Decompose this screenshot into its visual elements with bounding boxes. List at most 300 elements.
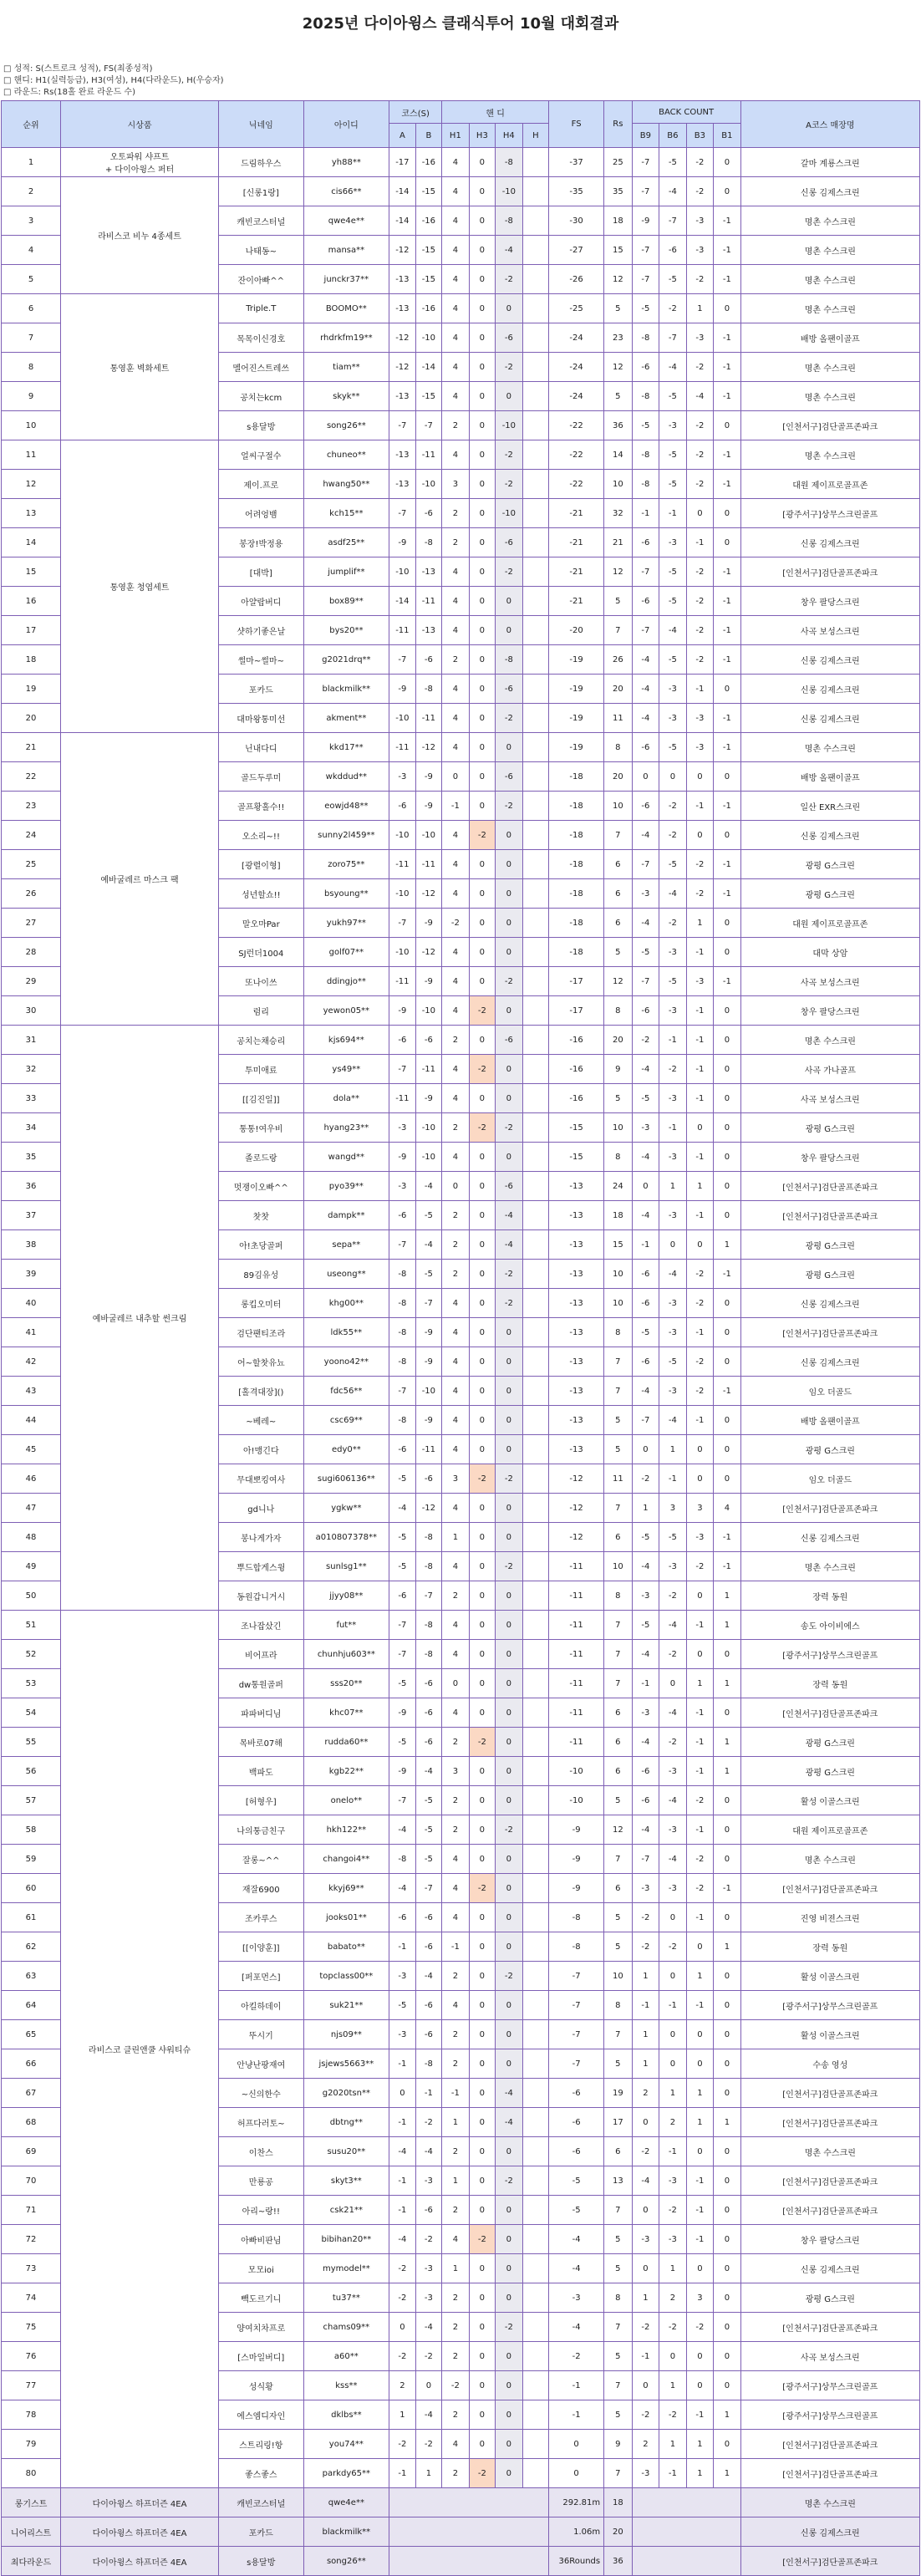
id-cell: jsjews5663** [303,2049,389,2079]
venue-cell: 사곡 보성스크린 [740,1084,919,1113]
h1-cell: 4 [442,557,470,587]
course-b-cell: -10 [415,323,442,353]
rs-cell: 10 [604,1962,633,1991]
rs-cell: 6 [604,1523,633,1552]
course-a-cell: -1 [389,2049,415,2079]
id-cell: a60** [303,2342,389,2371]
b1-cell: -1 [714,382,741,411]
h3-cell: 0 [469,1523,495,1552]
b9-cell: -3 [632,1581,659,1611]
fs-cell: -1 [549,2371,604,2400]
blank-cell [389,2517,549,2547]
header-h: H [522,124,548,148]
venue-cell: 광평 G스크린 [740,879,919,909]
course-a-cell: -7 [389,1611,415,1640]
b3-cell: -2 [686,879,714,909]
course-b-cell: -10 [415,1143,442,1172]
b9-cell: -9 [632,206,659,236]
h1-cell: 2 [442,2137,470,2166]
b6-cell: 0 [659,762,687,792]
course-b-cell: -13 [415,616,442,645]
course-a-cell: -6 [389,1026,415,1055]
h3-cell: 0 [469,733,495,762]
venue-cell: [광주서구]상무스크린골프 [740,1640,919,1669]
h4-cell: 0 [496,1728,523,1757]
h4-cell: 0 [496,2430,523,2459]
rs-cell: 7 [604,1347,633,1377]
rank-cell: 27 [2,909,61,938]
b1-cell: -1 [714,206,741,236]
b9-cell: -7 [632,148,659,177]
h4-cell: -2 [496,440,523,470]
b6-cell: -1 [659,1464,687,1494]
course-a-cell: -9 [389,1757,415,1786]
b9-cell: -4 [632,1640,659,1669]
course-b-cell: -5 [415,1786,442,1815]
h3-cell: 0 [469,148,495,177]
b6-cell: 1 [659,1172,687,1201]
b9-cell: 0 [632,1172,659,1201]
course-b-cell: -5 [415,1815,442,1845]
fs-cell: -17 [549,996,604,1026]
h-cell [522,1289,548,1318]
venue-cell: [인천서구]검단골프존파크 [740,1698,919,1728]
b6-cell: 0 [659,1669,687,1698]
venue-cell: [인천서구]검단골프존파크 [740,2079,919,2108]
nickname-cell: 닌내다디 [219,733,304,762]
course-a-cell: -5 [389,1669,415,1698]
course-a-cell: -3 [389,762,415,792]
h-cell [522,645,548,675]
course-b-cell: -7 [415,1581,442,1611]
fs-cell: 0 [549,2459,604,2488]
id-cell: wkddud** [303,762,389,792]
fs-cell: -21 [549,499,604,528]
course-b-cell: -9 [415,909,442,938]
id-cell: bibihan20** [303,2225,389,2254]
b1-cell: -1 [714,557,741,587]
venue-cell: 신롱 김제스크린 [740,1289,919,1318]
course-a-cell: -7 [389,411,415,440]
b1-cell: 0 [714,1962,741,1991]
h4-cell: 0 [496,879,523,909]
h1-cell: 4 [442,353,470,382]
course-b-cell: -15 [415,265,442,294]
b9-cell: -5 [632,411,659,440]
b6-cell: -2 [659,821,687,850]
h4-cell: 0 [496,2196,523,2225]
rank-cell: 62 [2,1932,61,1962]
nickname-cell: 파파버디님 [219,1698,304,1728]
rs-cell: 18 [604,2488,633,2517]
h-cell [522,1172,548,1201]
h1-cell: 4 [442,1406,470,1435]
rs-cell: 25 [604,148,633,177]
h3-cell: 0 [469,265,495,294]
b3-cell: -2 [686,850,714,879]
h4-cell: -6 [496,675,523,704]
h3-cell: 0 [469,2283,495,2313]
nickname-cell: 89김유성 [219,1260,304,1289]
b9-cell: -6 [632,528,659,557]
b3-cell: 1 [686,909,714,938]
h1-cell: 4 [442,879,470,909]
h1-cell: 2 [442,1201,470,1230]
course-b-cell: -6 [415,1464,442,1494]
rs-cell: 10 [604,1113,633,1143]
venue-cell: 사곡 보성스크린 [740,2342,919,2371]
id-cell: bsyoung** [303,879,389,909]
b1-cell: 0 [714,1347,741,1377]
rs-cell: 15 [604,1230,633,1260]
venue-cell: 창우 팔당스크린 [740,587,919,616]
table-header [2,101,920,148]
course-a-cell: -7 [389,1786,415,1815]
b9-cell: -7 [632,850,659,879]
header-venue: A코스 매장명 [740,101,919,148]
b9-cell: -5 [632,1084,659,1113]
header-nickname: 닉네임 [219,101,304,148]
b9-cell: -5 [632,938,659,967]
fs-cell: -19 [549,733,604,762]
venue-cell: 신롱 김제스크린 [740,177,919,206]
b9-cell: -3 [632,879,659,909]
h-cell [522,1523,548,1552]
b9-cell: -2 [632,2313,659,2342]
fs-cell: -22 [549,470,604,499]
b9-cell: -3 [632,1113,659,1143]
b6-cell: -5 [659,1347,687,1377]
course-a-cell: -7 [389,1230,415,1260]
nickname-cell: 무대뽀킹여사 [219,1464,304,1494]
fs-cell: -21 [549,587,604,616]
h4-cell: -2 [496,792,523,821]
fs-cell: -8 [549,1932,604,1962]
rs-cell: 5 [604,2400,633,2430]
rs-cell: 12 [604,1815,633,1845]
b6-cell: -3 [659,1552,687,1581]
b3-cell: -3 [686,733,714,762]
h1-cell: 4 [442,1611,470,1640]
b6-cell: 1 [659,1435,687,1464]
b6-cell: 1 [659,2430,687,2459]
course-a-cell: -1 [389,1932,415,1962]
b9-cell: -4 [632,2166,659,2196]
fs-cell: -18 [549,762,604,792]
b6-cell: -6 [659,236,687,265]
b1-cell: 0 [714,2137,741,2166]
fs-cell: -24 [549,323,604,353]
course-a-cell: -14 [389,206,415,236]
b1-cell: 0 [714,1026,741,1055]
fs-cell: -4 [549,2225,604,2254]
id-cell: yoono42** [303,1347,389,1377]
b1-cell: 1 [714,1581,741,1611]
nickname-cell: 아!맹긴다 [219,1435,304,1464]
course-a-cell: -13 [389,265,415,294]
fs-cell: -18 [549,879,604,909]
course-b-cell: -2 [415,2430,442,2459]
rank-cell: 22 [2,762,61,792]
b6-cell: -5 [659,967,687,996]
b9-cell: -7 [632,557,659,587]
h-cell [522,1406,548,1435]
h3-cell: 0 [469,587,495,616]
nickname-cell: 조카루스 [219,1903,304,1932]
h4-cell: -2 [496,1113,523,1143]
h1-cell: 4 [442,1347,470,1377]
h4-cell: 0 [496,1523,523,1552]
h1-cell: 4 [442,323,470,353]
b1-cell: 0 [714,411,741,440]
b3-cell: 1 [686,1962,714,1991]
b3-cell: -2 [686,1289,714,1318]
rank-cell: 19 [2,675,61,704]
h4-cell: 0 [496,2371,523,2400]
h4-cell: -4 [496,1201,523,1230]
nickname-cell: 목바로07해 [219,1728,304,1757]
nickname-cell: 말오마Par [219,909,304,938]
h1-cell: 4 [442,704,470,733]
b1-cell: -1 [714,704,741,733]
b1-cell: 0 [714,2196,741,2225]
nickname-cell: SJ런더1004 [219,938,304,967]
course-a-cell: -7 [389,1055,415,1084]
venue-cell: 명촌 수스크린 [740,265,919,294]
h-cell [522,850,548,879]
h1-cell: 4 [442,733,470,762]
rs-cell: 10 [604,792,633,821]
h4-cell: 0 [496,1991,523,2020]
rs-cell: 6 [604,1728,633,1757]
b9-cell: -4 [632,704,659,733]
h4-cell: 0 [496,1874,523,1903]
h4-cell: -2 [496,265,523,294]
b6-cell: -2 [659,792,687,821]
h4-cell: -4 [496,236,523,265]
b1-cell: 0 [714,1055,741,1084]
h3-cell: -2 [469,1874,495,1903]
b1-cell: -1 [714,470,741,499]
b9-cell: 2 [632,2430,659,2459]
course-a-cell: -11 [389,850,415,879]
course-b-cell: -11 [415,440,442,470]
award-prize-cell: 다이아윙스 하프더즌 4EA [61,2547,219,2576]
course-b-cell: -5 [415,1260,442,1289]
b1-cell: -1 [714,879,741,909]
h1-cell: 4 [442,148,470,177]
id-cell: sunlsg1** [303,1552,389,1581]
rs-cell: 7 [604,1640,633,1669]
h4-cell: 0 [496,1435,523,1464]
h1-cell: 0 [442,1172,470,1201]
course-a-cell: -7 [389,909,415,938]
venue-cell: [인천서구]검단골프존파크 [740,2196,919,2225]
fs-cell: -8 [549,1903,604,1932]
rs-cell: 10 [604,1289,633,1318]
course-b-cell: -9 [415,1084,442,1113]
h4-cell: 0 [496,2020,523,2049]
rank-cell: 16 [2,587,61,616]
b9-cell: -8 [632,470,659,499]
venue-cell: 대원 제이프로골프존 [740,470,919,499]
record-cell: 1.06m [549,2517,604,2547]
h4-cell: 0 [496,382,523,411]
id-cell: kch15** [303,499,389,528]
course-b-cell: -15 [415,382,442,411]
h4-cell: 0 [496,1143,523,1172]
fs-cell: -21 [549,528,604,557]
h3-cell: 0 [469,675,495,704]
id-cell: dampk** [303,1201,389,1230]
b6-cell: -4 [659,1845,687,1874]
b6-cell: -5 [659,1523,687,1552]
nickname-cell: dw통원골퍼 [219,1669,304,1698]
course-a-cell: -6 [389,1435,415,1464]
b3-cell: -2 [686,557,714,587]
b9-cell: -8 [632,323,659,353]
h-cell [522,1113,548,1143]
rank-cell: 76 [2,2342,61,2371]
h3-cell: 0 [469,909,495,938]
h-cell [522,2108,548,2137]
b1-cell: 0 [714,1698,741,1728]
h-cell [522,733,548,762]
h4-cell: 0 [496,2049,523,2079]
h4-cell: -2 [496,1962,523,1991]
b1-cell: 1 [714,1611,741,1640]
b1-cell: 0 [714,2313,741,2342]
b1-cell: 0 [714,996,741,1026]
h3-cell: -2 [469,2459,495,2488]
b3-cell: 0 [686,1581,714,1611]
h-cell [522,1815,548,1845]
b3-cell: -2 [686,470,714,499]
b1-cell: 0 [714,762,741,792]
b3-cell: -1 [686,1143,714,1172]
h3-cell: 0 [469,2137,495,2166]
venue-cell: 명촌 수스크린 [740,206,919,236]
b1-cell: 0 [714,1318,741,1347]
nickname-cell: 어려엉뱀 [219,499,304,528]
course-a-cell: -3 [389,1113,415,1143]
b1-cell: -1 [714,353,741,382]
course-b-cell: -2 [415,2225,442,2254]
h1-cell: 4 [442,265,470,294]
h4-cell: 0 [496,733,523,762]
h1-cell: 2 [442,2342,470,2371]
fs-cell: -13 [549,1377,604,1406]
h3-cell: 0 [469,1406,495,1435]
b3-cell: 1 [686,294,714,323]
b3-cell: -1 [686,1084,714,1113]
h4-cell: 0 [496,1318,523,1347]
fs-cell: -22 [549,440,604,470]
rs-cell: 5 [604,382,633,411]
rank-cell: 17 [2,616,61,645]
b9-cell: 2 [632,2079,659,2108]
b9-cell: -4 [632,675,659,704]
table-row [2,177,920,206]
b6-cell: -1 [659,1026,687,1055]
rs-cell: 8 [604,996,633,1026]
venue-cell: 사곡 가나골프 [740,1055,919,1084]
rs-cell: 11 [604,1464,633,1494]
rank-cell: 63 [2,1962,61,1991]
id-cell: sepa** [303,1230,389,1260]
h-cell [522,909,548,938]
id-cell: sunny2l459** [303,821,389,850]
b9-cell: -1 [632,1230,659,1260]
h4-cell: -2 [496,1289,523,1318]
fs-cell: -6 [549,2108,604,2137]
h-cell [522,1435,548,1464]
b9-cell: -1 [632,1669,659,1698]
b3-cell: 0 [686,1932,714,1962]
course-a-cell: -14 [389,587,415,616]
h3-cell: -2 [469,1055,495,1084]
h4-cell: 0 [496,1347,523,1377]
fs-cell: -12 [549,1523,604,1552]
id-cell: dklbs** [303,2400,389,2430]
header-rank: 순위 [2,101,61,148]
b3-cell: -1 [686,2400,714,2430]
h4-cell: -6 [496,323,523,353]
nickname-cell: 조나잡샀긴 [219,1611,304,1640]
b9-cell: -6 [632,1260,659,1289]
h3-cell: 0 [469,1757,495,1786]
b1-cell: 0 [714,1845,741,1874]
h1-cell: 1 [442,1523,470,1552]
h1-cell: 2 [442,2459,470,2488]
h1-cell: 4 [442,850,470,879]
h1-cell: 4 [442,1377,470,1406]
fs-cell: -7 [549,2049,604,2079]
h4-cell: -6 [496,528,523,557]
nickname-cell: 포카드 [219,2517,304,2547]
nickname-cell: 어~할찻유뇨 [219,1347,304,1377]
h3-cell: 0 [469,1991,495,2020]
course-b-cell: -9 [415,1318,442,1347]
nickname-cell: 캐빈코스터널 [219,206,304,236]
h3-cell: 0 [469,528,495,557]
id-cell: khc07** [303,1698,389,1728]
blank-cell [389,2547,549,2576]
id-cell: BOOMO** [303,294,389,323]
fs-cell: -11 [549,1640,604,1669]
nickname-cell: 동원갑니거시 [219,1581,304,1611]
course-b-cell: -1 [415,2079,442,2108]
id-cell: rudda60** [303,1728,389,1757]
h4-cell: -2 [496,704,523,733]
fs-cell: -18 [549,909,604,938]
b9-cell: -4 [632,1815,659,1845]
b9-cell: -2 [632,1903,659,1932]
b1-cell: 0 [714,2020,741,2049]
b1-cell: 0 [714,1406,741,1435]
id-cell: mansa** [303,236,389,265]
h1-cell: 4 [442,1845,470,1874]
b6-cell: 2 [659,2283,687,2313]
h-cell [522,1260,548,1289]
rs-cell: 8 [604,733,633,762]
b6-cell: 3 [659,1494,687,1523]
h1-cell: 2 [442,2313,470,2342]
id-cell: you74** [303,2430,389,2459]
course-a-cell: -11 [389,616,415,645]
nickname-cell: 봉장!박정용 [219,528,304,557]
legend [0,48,921,100]
